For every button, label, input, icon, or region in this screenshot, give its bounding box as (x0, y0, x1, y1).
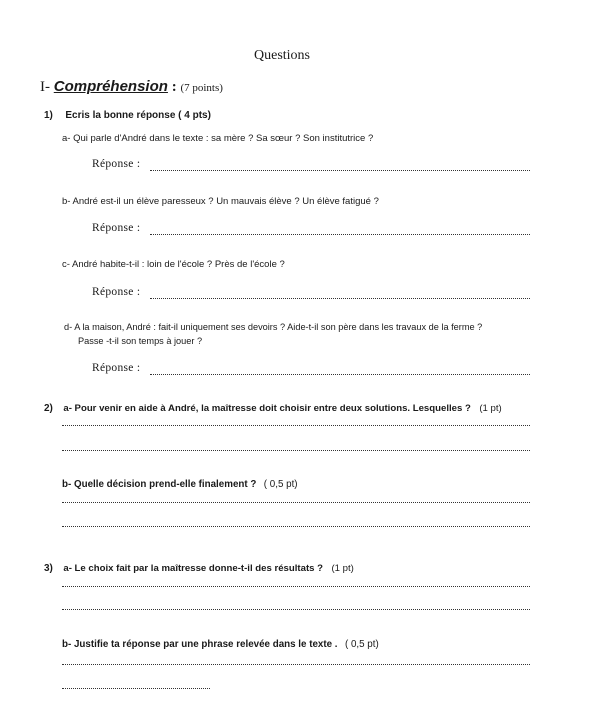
section-colon: : (167, 79, 177, 95)
question-3a-points: (1 pt) (331, 563, 354, 574)
question-3b-text: b- Justifie ta réponse par une phrase relevée dans le texte . (62, 639, 338, 650)
question-3b (62, 634, 379, 652)
question-3b-answer-line-1[interactable] (62, 664, 530, 665)
section-number: I- (40, 79, 50, 95)
section-heading (40, 78, 223, 96)
question-1b-text: b- André est-il un élève paresseux ? Un mauvais élève ? Un élève fatigué ? (62, 196, 379, 207)
section-points: (7 points) (180, 82, 223, 94)
question-1a-answer-line[interactable] (150, 170, 530, 171)
question-3a-text: a- Le choix fait par la maîtresse donne-t-il des résultats ? (63, 563, 323, 574)
question-2b (62, 474, 298, 492)
question-2a-text: a- Pour venir en aide à André, la maîtresse doit choisir entre deux solutions. Lesquelles ? (63, 403, 471, 414)
question-1a-answer-label: Réponse : (92, 158, 141, 170)
question-1-number: 1) (44, 110, 53, 121)
question-1d-text-line2: Passe -t-il son temps à jouer ? (78, 336, 203, 346)
question-3-number: 3) (44, 563, 53, 574)
question-1-text: Ecris la bonne réponse ( 4 pts) (65, 110, 211, 121)
question-2b-answer-line-2[interactable] (62, 526, 530, 527)
question-1-header (44, 105, 211, 123)
question-2a-points: (1 pt) (479, 403, 502, 414)
question-1a-text: a- Qui parle d'André dans le texte : sa mère ? Sa sœur ? Son institutrice ? (62, 133, 374, 144)
question-3b-answer-line-2[interactable] (62, 688, 210, 689)
question-1c-text: c- André habite-t-il : loin de l'école ? Près de l'école ? (62, 259, 285, 270)
question-2b-text: b- Quelle décision prend-elle finalement ? (62, 479, 257, 490)
question-1b-answer-label: Réponse : (92, 222, 141, 234)
question-3a-answer-line-2[interactable] (62, 609, 530, 610)
question-1c-answer-line[interactable] (150, 298, 530, 299)
question-3a-answer-line-1[interactable] (62, 586, 530, 587)
question-3b-points: ( 0,5 pt) (344, 639, 379, 650)
question-2a-answer-line-2[interactable] (62, 450, 530, 451)
question-1b-answer-line[interactable] (150, 234, 530, 235)
question-2a (44, 398, 502, 416)
question-3a (44, 558, 354, 576)
question-2a-answer-line-1[interactable] (62, 425, 530, 426)
question-2b-answer-line-1[interactable] (62, 502, 530, 503)
question-2b-points: ( 0,5 pt) (263, 479, 298, 490)
section-title: Compréhension (53, 78, 168, 95)
page-title: Questions (254, 48, 310, 63)
question-2-number: 2) (44, 403, 53, 414)
question-1d-text-line1: d- A la maison, André : fait-il uniquement ses devoirs ? Aide-t-il son père dans les travaux de la ferme ? (64, 322, 483, 332)
question-1d-answer-line[interactable] (150, 374, 530, 375)
question-1d-answer-label: Réponse : (92, 362, 141, 374)
question-1c-answer-label: Réponse : (92, 286, 141, 298)
